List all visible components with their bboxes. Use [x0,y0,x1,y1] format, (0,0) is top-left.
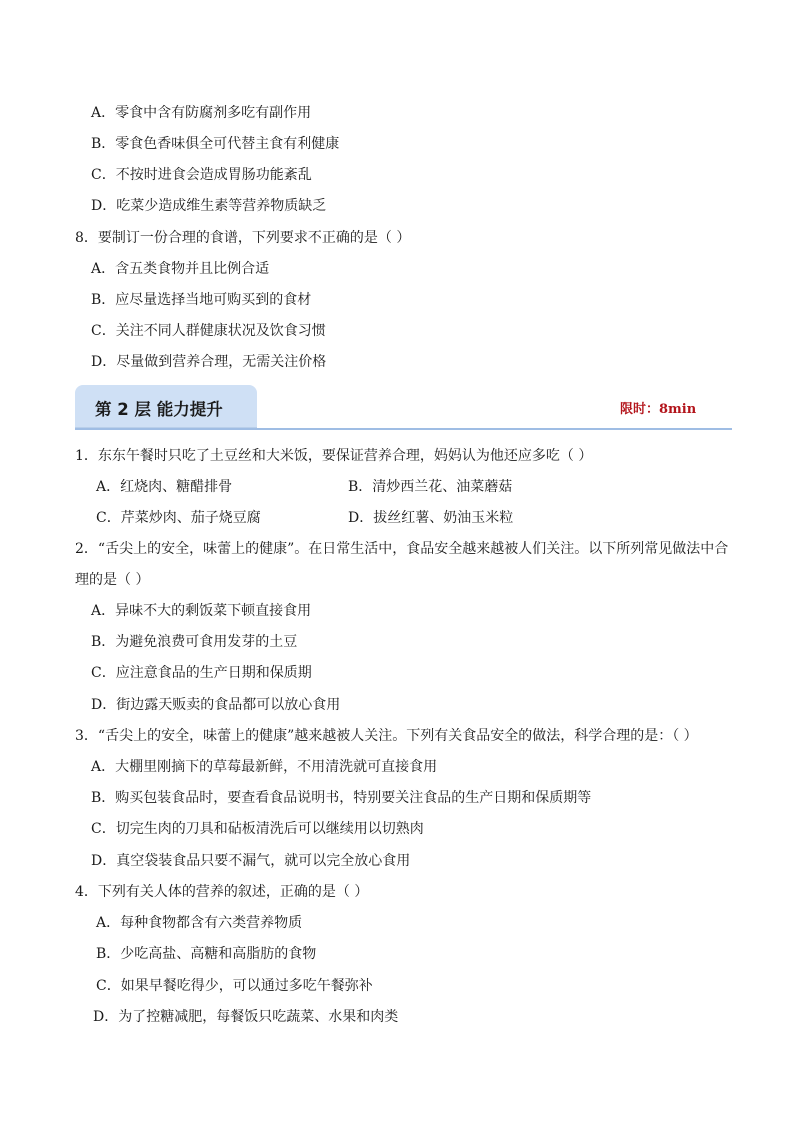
question-3-stem: 3．“舌尖上的安全，味蕾上的健康”越来越被人关注。下列有关食品安全的做法，科学合理的是：（ ） [75,728,698,744]
q7-option-d: D．吃菜少造成维生素等营养物质缺乏 [91,198,327,214]
question-2-option-c: C．应注意食品的生产日期和保质期 [91,665,312,681]
question-3-option-d: D．真空袋装食品只要不漏气，就可以完全放心食用 [91,853,411,869]
question-3-option-b: B．购买包装食品时，要查看食品说明书，特别要关注食品的生产日期和保质期等 [91,790,592,806]
question-1-option-b: B．清炒西兰花、油菜蘑菇 [348,479,513,495]
q8-option-d: D．尽量做到营养合理，无需关注价格 [91,354,327,370]
question-1-stem: 1．东东午餐时只吃了土豆丝和大米饭，要保证营养合理，妈妈认为他还应多吃（ ） [75,448,593,464]
question-2-stem-line1: 2．“舌尖上的安全，味蕾上的健康”。在日常生活中，食品安全越来越被人们关注。以下所列常见做法中合 [75,541,729,557]
question-1-option-a: A．红烧肉、糖醋排骨 [96,479,233,495]
q8-option-b: B．应尽量选择当地可购买到的食材 [91,292,312,308]
q8-option-c: C．关注不同人群健康状况及饮食习惯 [91,323,326,339]
section-title: 第 2 层 能力提升 [95,400,223,419]
q7-option-a: A．零食中含有防腐剂多吃有副作用 [91,105,312,121]
q7-option-c: C．不按时进食会造成胃肠功能紊乱 [91,167,312,183]
question-3-option-c: C．切完生肉的刀具和砧板清洗后可以继续用以切熟肉 [91,821,424,837]
section-divider [75,428,732,430]
question-4-option-b: B．少吃高盐、高糖和高脂肪的食物 [96,946,317,962]
question-2-stem-line2: 理的是（ ） [75,572,150,588]
time-limit-label: 限时：8min [620,402,697,417]
question-4-option-a: A．每种食物都含有六类营养物质 [96,915,303,931]
question-1-option-c: C．芹菜炒肉、茄子烧豆腐 [96,510,261,526]
question-4-option-d: D．为了控糖减肥，每餐饭只吃蔬菜、水果和肉类 [93,1009,399,1025]
question-3-option-a: A．大棚里刚摘下的草莓最新鲜，不用清洗就可直接食用 [91,759,438,775]
q7-option-b: B．零食色香味俱全可代替主食有利健康 [91,136,340,152]
q8-option-a: A．含五类食物并且比例合适 [91,261,270,277]
question-4-stem: 4．下列有关人体的营养的叙述，正确的是（ ） [75,884,369,900]
question-2-option-a: A．异味不大的剩饭菜下顿直接食用 [91,603,312,619]
question-1-option-d: D．拔丝红薯、奶油玉米粒 [348,510,514,526]
question-4-option-c: C．如果早餐吃得少，可以通过多吃午餐弥补 [96,978,373,994]
question-2-option-b: B．为避免浪费可食用发芽的土豆 [91,634,298,650]
question-2-option-d: D．街边露天贩卖的食品都可以放心食用 [91,697,341,713]
q8-stem: 8．要制订一份合理的食谱，下列要求不正确的是（ ） [75,230,411,246]
